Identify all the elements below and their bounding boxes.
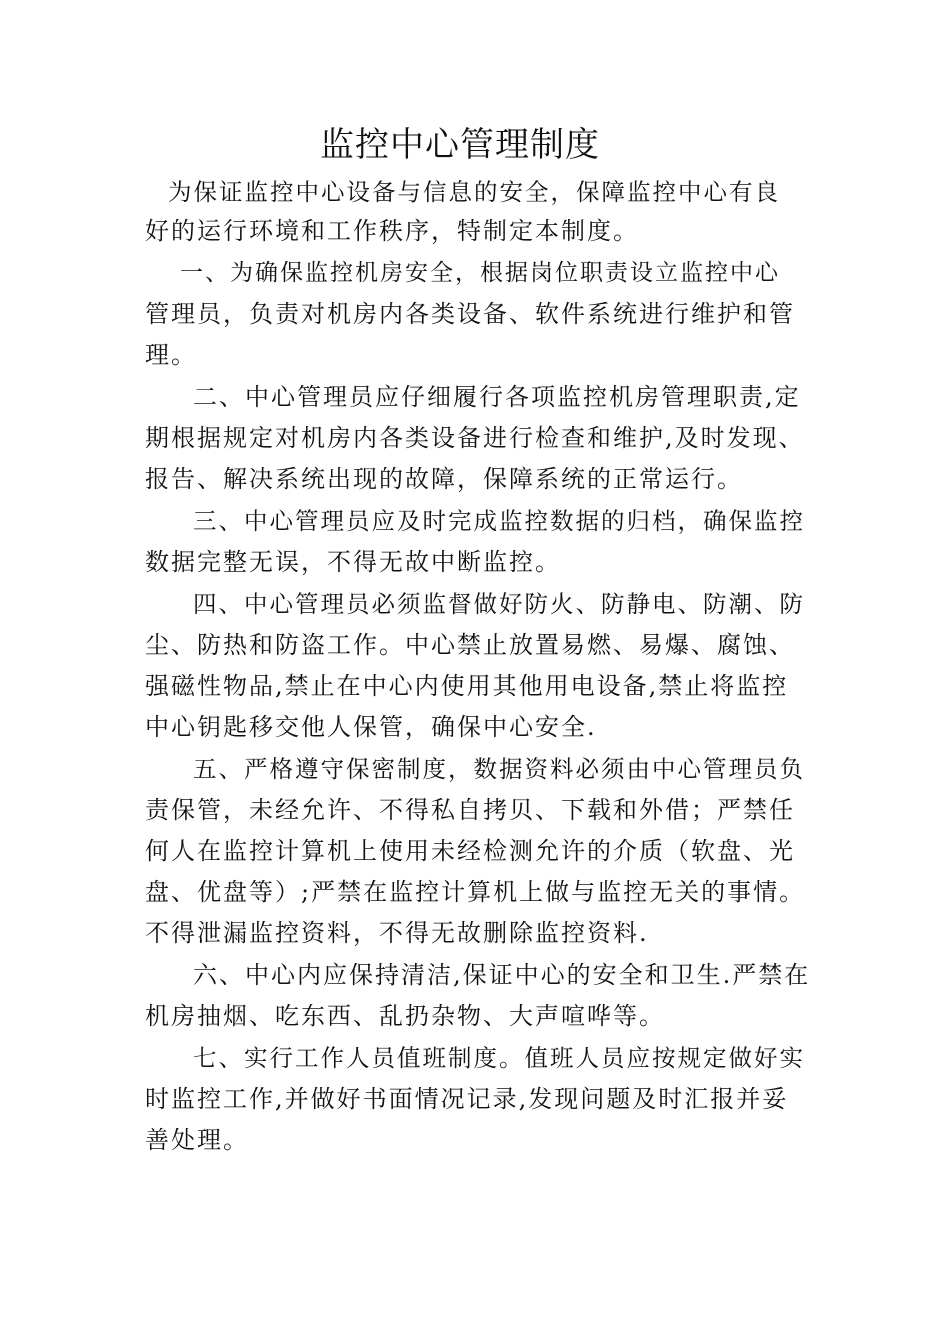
intro-line-1: 为保证监控中心设备与信息的安全，保障监控中心有良 [168,178,780,206]
clause-7-line-1: 七、实行工作人员值班制度。值班人员应按规定做好实 [193,1044,805,1072]
clause-1-line-3: 理。 [145,341,197,369]
clause-4-line-2: 尘、防热和防盗工作。中心禁止放置易燃、易爆、腐蚀、 [145,631,795,659]
clause-1-line-1: 一、为确保监控机房安全，根据岗位职责设立监控中心 [180,260,780,286]
clause-2-line-3: 报告、解决系统出现的故障，保障系统的正常运行。 [145,465,743,493]
clause-5-line-3: 何人在监控计算机上使用未经检测允许的介质（软盘、光 [145,837,795,865]
intro-line-2: 好的运行环境和工作秩序，特制定本制度。 [145,217,639,245]
clause-5-line-4: 盘、优盘等）;严禁在监控计算机上做与监控无关的事情。 [145,878,806,906]
clause-7-line-2: 时监控工作,并做好书面情况记录,发现问题及时汇报并妥 [145,1085,789,1113]
clause-4-line-4: 中心钥匙移交他人保管，确保中心安全. [145,713,597,741]
clause-6-line-1: 六、中心内应保持清洁,保证中心的安全和卫生.严禁在 [193,961,811,989]
clause-6-line-2: 机房抽烟、吃东西、乱扔杂物、大声喧哗等。 [145,1002,665,1030]
clause-2-line-1: 二、中心管理员应仔细履行各项监控机房管理职责,定 [193,383,801,411]
clause-3-line-2: 数据完整无误，不得无故中断监控。 [145,548,561,576]
clause-4-line-3: 强磁性物品,禁止在中心内使用其他用电设备,禁止将监控 [145,672,789,700]
clause-4-line-1: 四、中心管理员必须监督做好防火、防静电、防潮、防 [193,590,805,618]
clause-1-line-2: 管理员，负责对机房内各类设备、软件系统进行维护和管 [145,300,795,328]
clause-3-line-1: 三、中心管理员应及时完成监控数据的归档，确保监控 [193,507,805,535]
clause-5-line-5: 不得泄漏监控资料，不得无故删除监控资料. [145,919,649,947]
document-title: 监控中心管理制度 [320,125,600,165]
clause-5-line-1: 五、严格遵守保密制度，数据资料必须由中心管理员负 [193,755,805,783]
clause-5-line-2: 责保管，未经允许、不得私自拷贝、下载和外借；严禁任 [145,796,795,824]
clause-7-line-3: 善处理。 [145,1126,249,1154]
clause-2-line-2: 期根据规定对机房内各类设备进行检查和维护,及时发现、 [145,424,805,452]
